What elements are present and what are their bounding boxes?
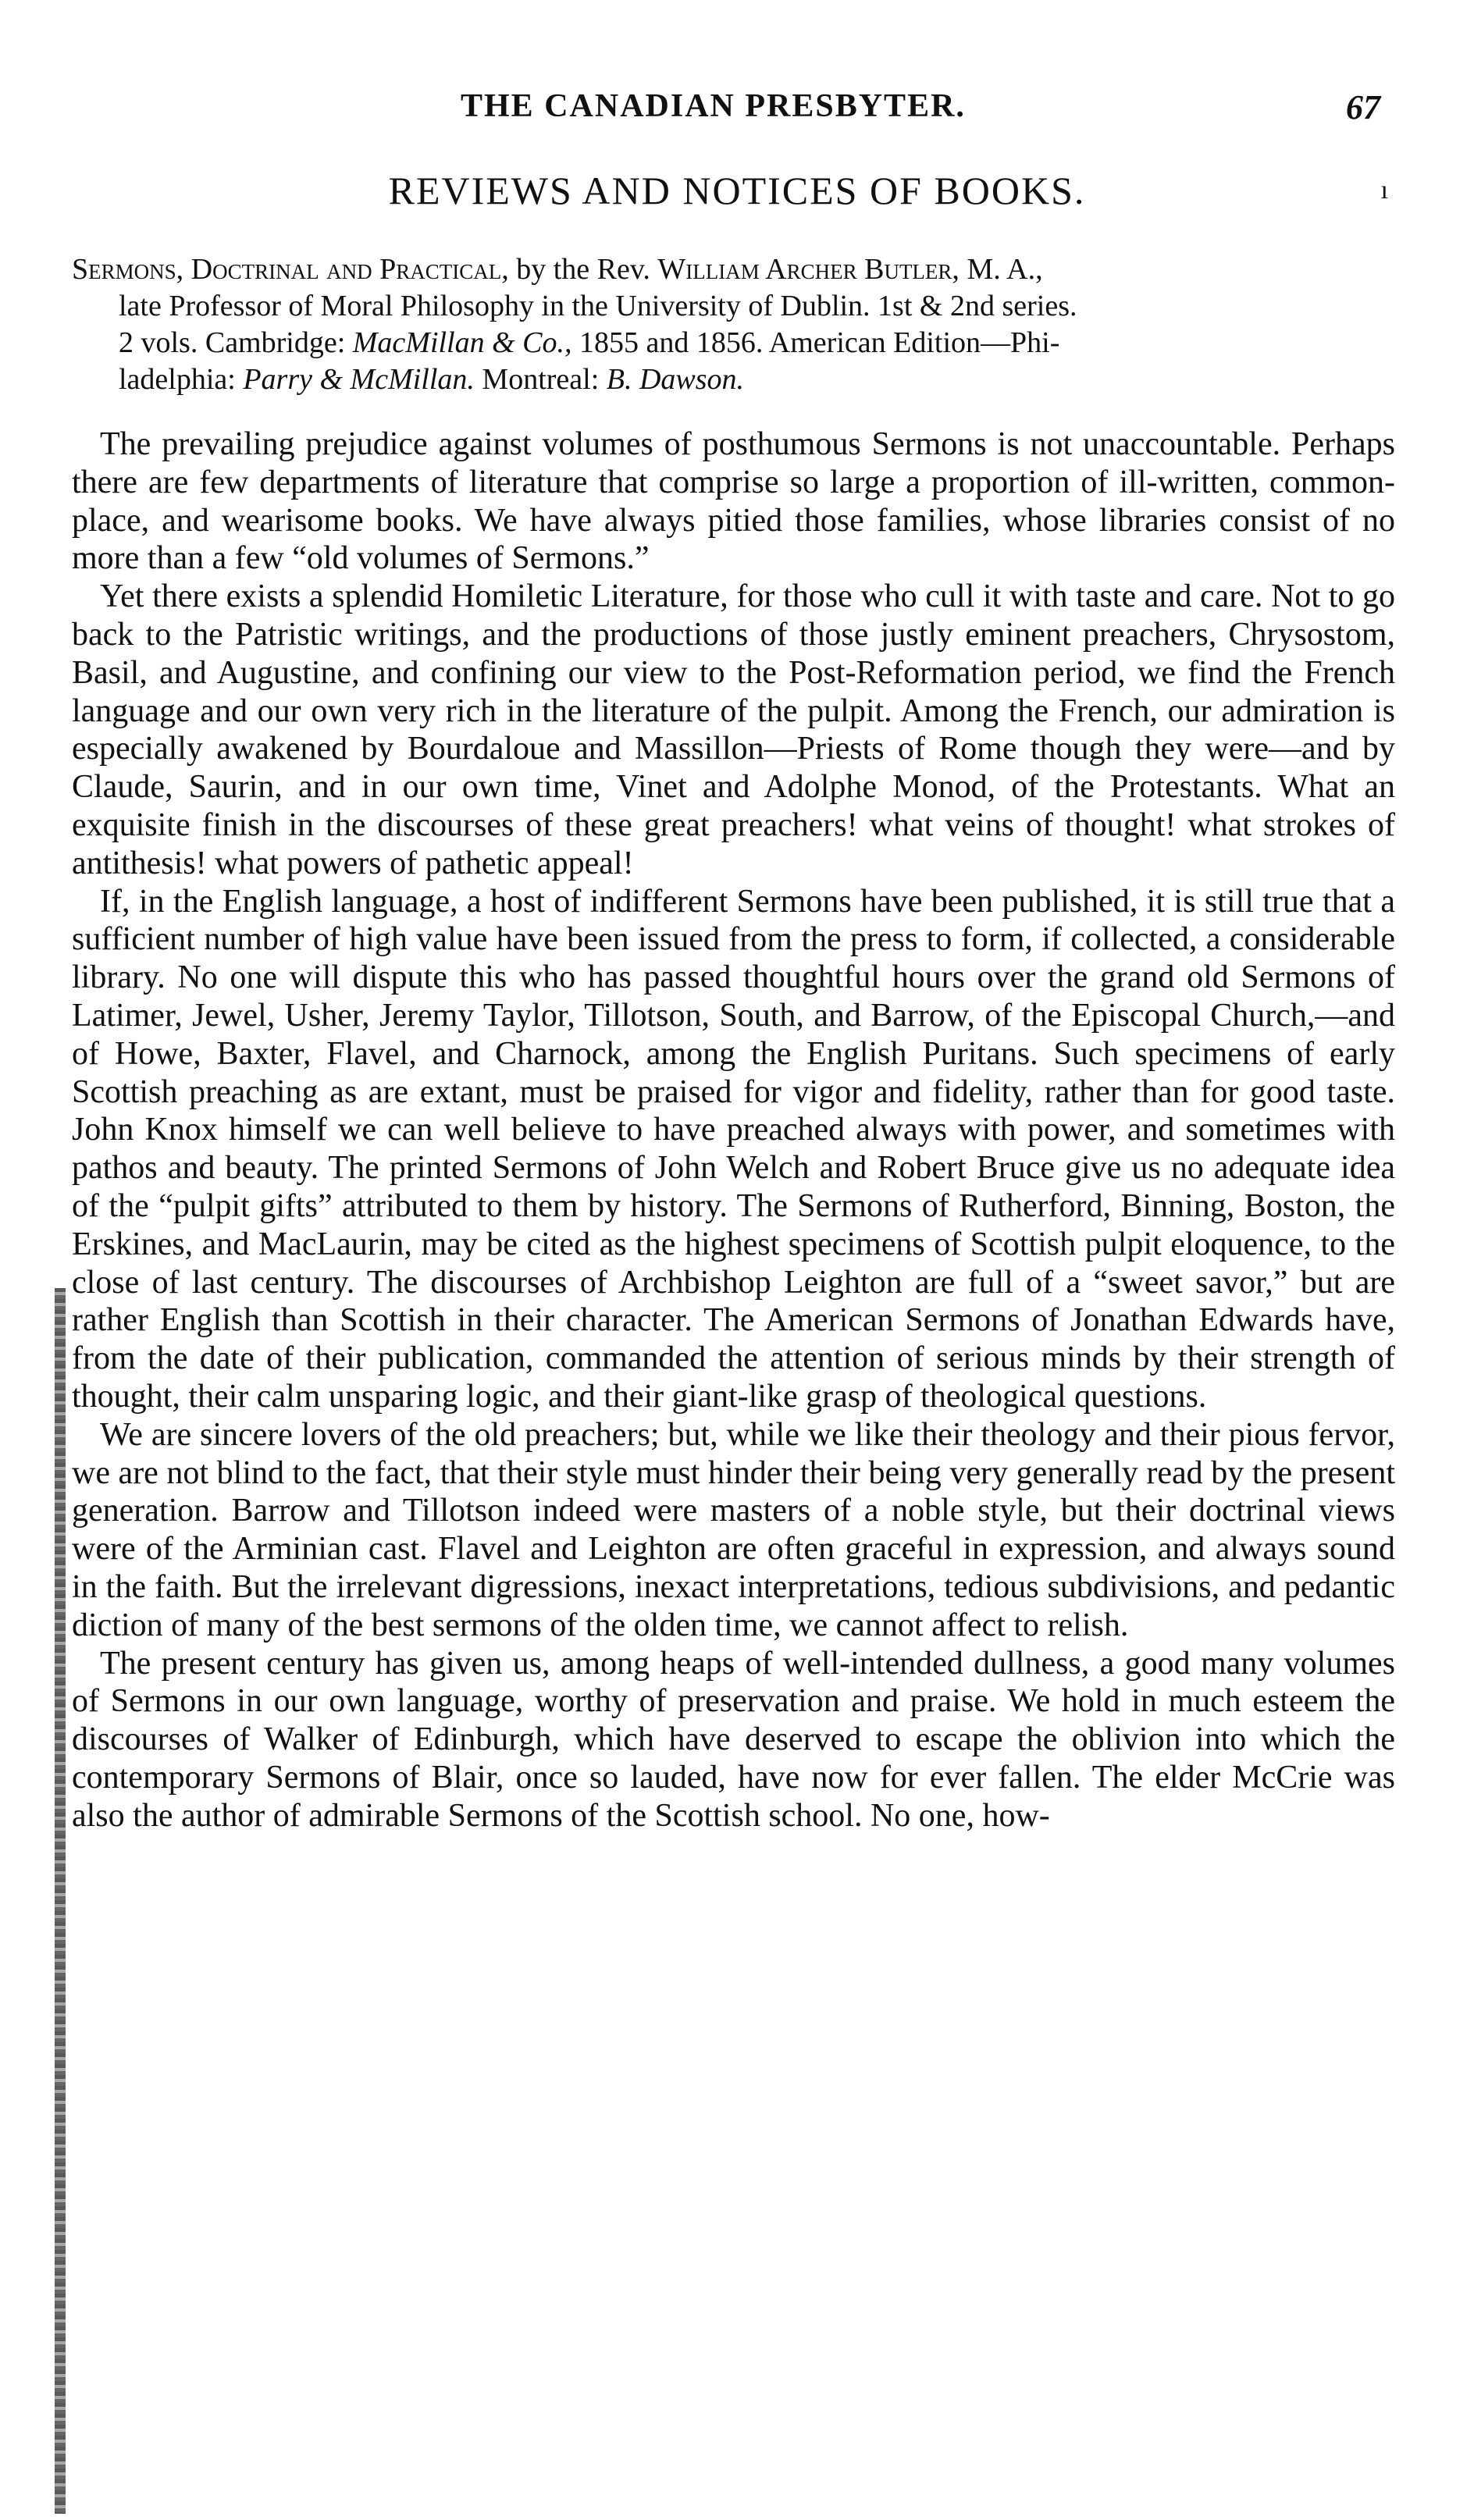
paragraph-1: The prevailing prejudice against volumes of posthumous Sermons is not unaccountable. Perhaps there are few departments of literature that comprise so large a proportion of ill-written, common-place, and wearisome books. We have always pitied those families, whose libraries consist of no more than a few “old volumes of Sermons.”: [72, 426, 1395, 577]
paragraph-4: We are sincere lovers of the old preachers; but, while we like their theology and their pious fervor, we are not blind to the fact, that their style must hinder their being very generally read by the present generation. Barrow and Tillotson indeed were masters of a noble style, but their doctrinal views were of the Arminian cast. Flavel and Leighton are often graceful in expression, and always sound in the faith. But the irrelevant digressions, inexact interpretations, tedious subdivisions, and pedantic diction of many of the best sermons of the olden time, we cannot affect to relish.: [72, 1416, 1395, 1643]
citation-line4-start: ladelphia:: [119, 363, 236, 396]
citation-line-4: [72, 361, 1399, 398]
paragraph-3: If, in the English language, a host of indifferent Sermons have been published, it is still true that a sufficient number of high value have been issued from the press to form, if collected, a considerable library. No one will dispute this who has passed thoughtful hours over the grand old Sermons of Latimer, Jewel, Usher, Jeremy Taylor, Tillotson, South, and Barrow, of the Episcopal Church,—and of Howe, Baxter, Flavel, and Charnock, among the English Puritans. Such specimens of early Scottish preaching as are extant, must be praised for vigor and fidelity, rather than for good taste. John Knox himself we can well believe to have preached always with power, and sometimes with pathos and beauty. The printed Sermons of John Welch and Robert Bruce give us no adequate idea of the “pulpit gifts” attributed to them by history. The Sermons of Rutherford, Binning, Boston, the Erskines, and MacLaurin, may be cited as the highest specimens of Scottish pulpit eloquence, to the close of last century. The discourses of Archbishop Leighton are full of a “sweet savor,” but are rather English than Scottish in their character. The American Sermons of Jonathan Edwards have, from the date of their publication, commanded the attention of serious minds by their strength of thought, their calm unsparing logic, and their giant-like grasp of theological questions.: [72, 883, 1395, 1415]
page-number: 67: [1346, 88, 1380, 126]
review-body: [72, 425, 1395, 1835]
citation-publisher-2: Parry & McMillan.: [243, 363, 475, 396]
citation-line-2: late Professor of Moral Philosophy in the University of Dublin. 1st & 2nd series.: [119, 290, 1077, 322]
paragraph-5: The present century has given us, among heaps of well-intended dullness, a good many volumes of Sermons in our own language, worthy of preservation and praise. We hold in much esteem the discourses of Walker of Edinburgh, which have deserved to escape the oblivion into which the contemporary Sermons of Blair, once so lauded, have now for ever fallen. The elder McCrie was also the author of admirable Sermons of the Scottish school. No one, how-: [72, 1645, 1395, 1834]
printer-mark: ı: [1380, 176, 1388, 205]
running-head: [0, 87, 1474, 134]
citation-title: Sermons, Doctrinal and Practical,: [72, 253, 509, 286]
citation-line-1: [72, 251, 1399, 288]
citation-line3-start: 2 vols. Cambridge:: [119, 326, 346, 359]
citation-line4-mid: Montreal:: [482, 363, 600, 396]
book-citation: [72, 251, 1399, 398]
citation-author: William Archer Butler,: [657, 253, 960, 286]
section-heading: REVIEWS AND NOTICES OF BOOKS.: [388, 169, 1086, 212]
citation-line3-end: 1855 and 1856. American Edition—Phi-: [579, 326, 1060, 359]
binding-edge: [55, 1288, 66, 2514]
running-title: THE CANADIAN PRESBYTER.: [461, 88, 966, 124]
citation-publisher-1: MacMillan & Co.,: [352, 326, 572, 359]
citation-line-3: [72, 325, 1399, 361]
citation-publisher-3: B. Dawson.: [606, 363, 745, 396]
paragraph-2: Yet there exists a splendid Homiletic Literature, for those who cull it with taste and care. Not to go back to the Patristic writings, and the productions of those justly eminent preachers, Chrysostom, Basil, and Augustine, and confining our view to the Post-Reformation period, we find the French language and our own very rich in the literature of the pulpit. Among the French, our admiration is especially awakened by Bourdaloue and Massillon—Priests of Rome though they were—and by Claude, Saurin, and in our own time, Vinet and Adolphe Monod, of the Protestants. What an exquisite finish in the discourses of these great preachers! what veins of thought! what strokes of antithesis! what powers of pathetic appeal!: [72, 578, 1395, 881]
citation-by: by the Rev.: [516, 253, 650, 286]
citation-degree: M. A.,: [967, 253, 1043, 286]
